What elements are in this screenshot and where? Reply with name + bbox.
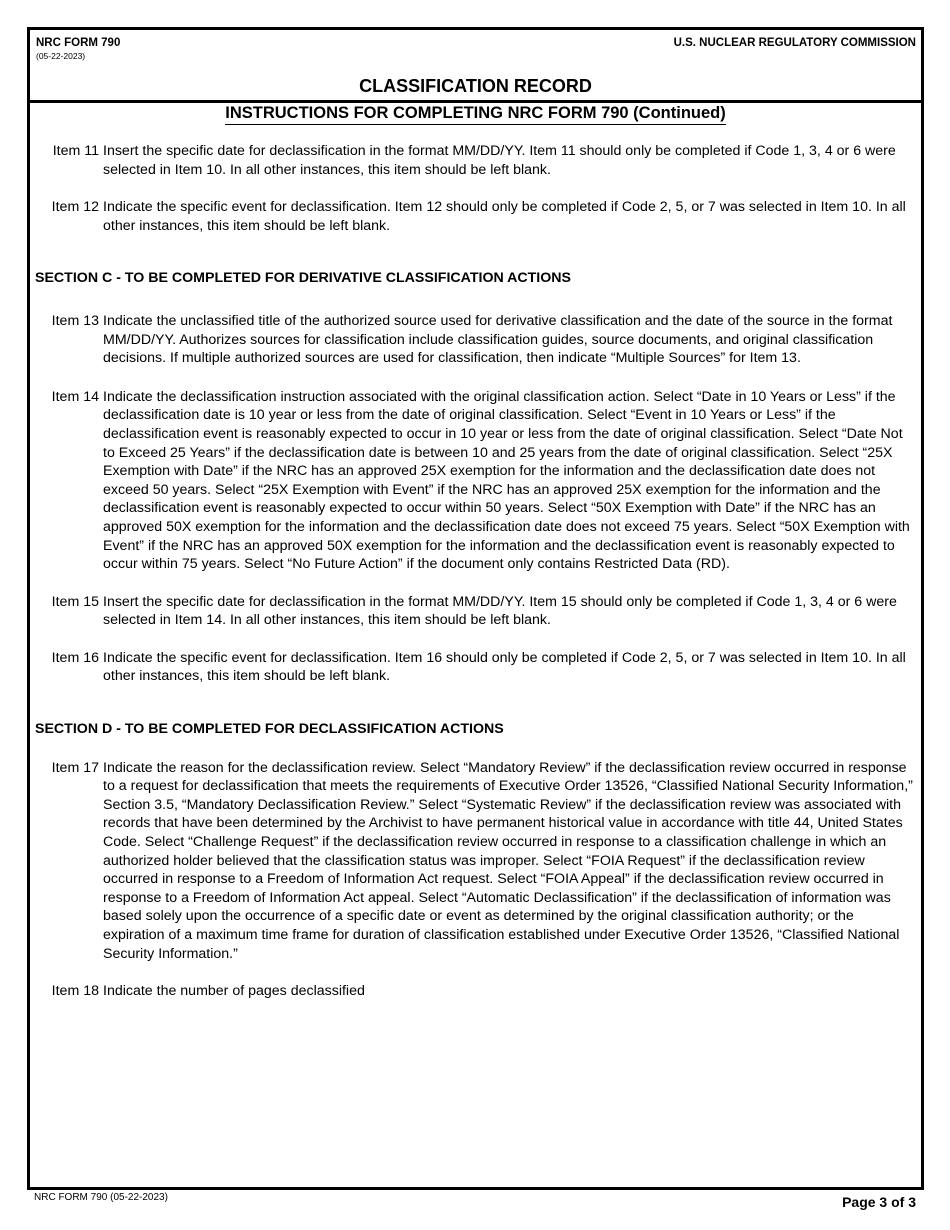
section-c-heading: SECTION C - TO BE COMPLETED FOR DERIVATIVE CLASSIFICATION ACTIONS — [35, 270, 571, 287]
form-id: NRC FORM 790 — [36, 37, 121, 49]
item-text: Indicate the specific event for declassification. Item 16 should only be completed if Code 2, 5, or 7 was selected in Item 10. In all other instances, this item should be left blank. — [103, 649, 906, 685]
item-label: Item 11 — [52, 143, 99, 159]
item-14 — [35, 388, 913, 574]
form-id-block — [36, 37, 120, 61]
item-11 — [35, 142, 913, 179]
item-label: Item 13 — [51, 312, 99, 329]
section-d-heading: SECTION D - TO BE COMPLETED FOR DECLASSIFICATION ACTIONS — [35, 721, 504, 738]
instructions-heading: INSTRUCTIONS FOR COMPLETING NRC FORM 790 (Continued) — [225, 104, 726, 125]
page-title: CLASSIFICATION RECORD — [359, 76, 592, 96]
item-label: Item 18 — [51, 983, 99, 1000]
item-16 — [35, 649, 913, 686]
item-label: Item 17 — [51, 759, 99, 776]
instructions-content — [35, 142, 913, 1001]
item-label: Item 16 — [51, 649, 99, 666]
item-text: Indicate the specific event for declassification. Item 12 should only be completed if Code 2, 5, or 7 was selected in Item 10. In all other instances, this item should be left blank. — [103, 199, 906, 234]
item-text: Indicate the unclassified title of the authorized source used for derivative classification and the date of the source in the format MM/DD/YY. Authorizes sources for classification include classification guides, source documents, and original classification decisions. If multiple authorized sources are used for classification, then indicate “Multiple Sources” for Item 13. — [103, 312, 893, 367]
item-text: Insert the specific date for declassification in the format MM/DD/YY. Item 15 should only be completed if Code 1, 3, 4 or 6 were selected in Item 14. In all other instances, this item should be left blank. — [103, 593, 897, 629]
item-15 — [35, 593, 913, 630]
item-text: Indicate the number of pages declassified — [103, 983, 365, 1000]
item-17 — [35, 759, 913, 964]
agency-name: U.S. NUCLEAR REGULATORY COMMISSION — [673, 37, 916, 49]
item-label: Item 14 — [51, 388, 99, 405]
page-number: Page 3 of 3 — [842, 1194, 916, 1210]
item-12 — [35, 198, 913, 235]
item-text: Indicate the reason for the declassification review. Select “Mandatory Review” if the declassification review occurred in response to a request for declassification that meets the requirements of Executive Order 13526, “Classified National Security Information,” Section 3.5, “Mandatory Declassification Review.” Select “Systematic Review” if the declassification review was associated with records that have been determined by the Archivist to have permanent historical value in accordance with title 44, United States Code. Select “Challenge Request” if the declassification review occurred in response to a classification challenge in which an authorized holder believed that the classification status was improper. Select “FOIA Request” if the declassification review occurred in response to a Freedom of Information Act request. Select “FOIA Appeal” if the declassification review occurred in response to a Freedom of Information Act appeal. Select “Automatic Declassification” if the declassification of information was based solely upon the occurrence of a specific date or event as determined by the original classification authority; or the expiration of a maximum time frame for duration of classification established under Executive Order 13526, “Classified National Security Information.” — [103, 759, 913, 962]
item-13 — [35, 312, 913, 368]
form-frame — [27, 27, 924, 1190]
item-label: Item 12 — [51, 199, 99, 216]
subtitle-wrap — [30, 104, 921, 125]
item-18 — [35, 982, 913, 1001]
item-text: Indicate the declassification instruction associated with the original classification action. Select “Date in 10 Years or Less” if the declassification date is 10 year or less from the date of original classification. Select “Event in 10 Years or Less” if the declassification event is reasonably expected to occur in 10 year or less from the date of original classification. Select “Date Not to Exceed 25 Years” if the declassification date is between 10 and 25 years from the date of original classification. Select “25X Exemption with Date” if the NRC has an approved 25X exemption for the information and the declassification date does not exceed 50 years. Select “25X Exemption with Event” if the NRC has an approved 25X exemption for the information and the declassification event is reasonably expected to occur within 50 years. Select “50X Exemption with Date” if the NRC has an approved 50X exemption for the information and the declassification date does not exceed 75 years. Select “50X Exemption with Event” if the NRC has an approved 50X exemption for the information and the declassification event is reasonably expected to occur within 75 years. Select “No Future Action” if the document only contains Restricted Data (RD). — [103, 388, 910, 573]
title-divider — [30, 100, 921, 103]
item-text: Insert the specific date for declassification in the format MM/DD/YY. Item 11 should only be completed if Code 1, 3, 4 or 6 were selected in Item 10. In all other instances, this item should be left blank. — [103, 143, 896, 178]
form-date: (05-22-2023) — [36, 51, 86, 61]
footer-form-ref: NRC FORM 790 (05-22-2023) — [34, 1192, 168, 1203]
item-label: Item 15 — [51, 593, 99, 610]
